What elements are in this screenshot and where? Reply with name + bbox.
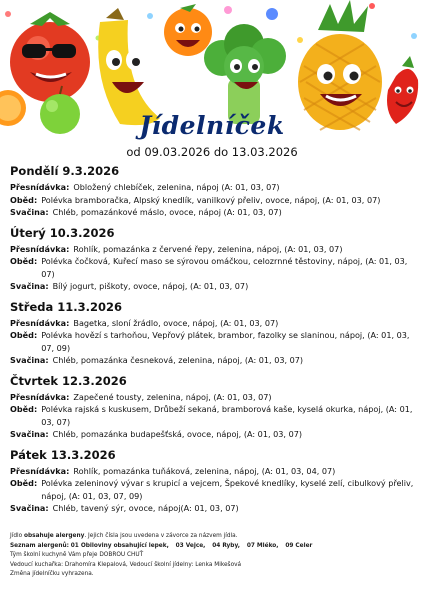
meal-text: Rohlík, pomazánka tuňáková, zelenina, nápoj, (A: 01, 03, 04, 07) [73, 465, 336, 476]
meal-text: Rohlík, pomazánka z červené řepy, zelenina, nápoj, (A: 01, 03, 07) [73, 243, 343, 254]
meal-row [10, 280, 418, 293]
day-title: Pondělí 9.3.2026 [10, 164, 120, 178]
broccoli-icon [204, 24, 286, 124]
day-section [10, 372, 418, 441]
meal-row [10, 206, 418, 219]
meal-label: Oběd: [10, 478, 38, 488]
meal-label: Svačina: [10, 503, 49, 513]
allergen-item: 09 Celer [285, 542, 313, 549]
meal-text: Bagetka, sloní žrádlo, ovoce, nápoj, (A: 01, 03, 07) [73, 317, 279, 328]
meal-row [10, 502, 418, 515]
day-section [10, 446, 418, 515]
meal-text: Polévka čočková, Kuřecí maso se sýrovou omáčkou, celozrnné těstoviny, nápoj, (A: 01, 03, 07) [41, 256, 408, 279]
meal-text: Polévka zeleninový vývar s krupicí a vejcem, Špekové knedlíky, kyselé zelí, cibulkový přeliv, nápoj, (A: 01, 03, 07, 09) [41, 478, 414, 501]
meal-text: Chléb, pomazánka budapešťská, ovoce, nápoj, (A: 01, 03, 07) [52, 429, 303, 439]
weekly-menu [10, 162, 418, 515]
allergen-note-bold: obsahuje alergeny [24, 533, 85, 539]
meal-row [10, 465, 418, 478]
allergen-note [10, 532, 418, 542]
day-title: Čtvrtek 12.3.2026 [10, 373, 127, 388]
allergen-list [10, 542, 418, 552]
banana-icon [98, 8, 160, 125]
meal-label: Přesnídávka: [10, 391, 70, 402]
meal-label: Svačina: [10, 429, 49, 439]
meal-row [10, 194, 418, 207]
meal-label: Svačina: [10, 207, 49, 217]
meal-label: Svačina: [10, 355, 49, 365]
tomato-icon [10, 12, 90, 102]
meal-row [10, 243, 418, 256]
page-title: Jídelníček [139, 111, 285, 140]
allergen-item: 01 Obiloviny obsahující lepek, [70, 542, 169, 549]
day-section [10, 224, 418, 293]
disclaimer-text: Změna jídelníčku vyhrazena. [10, 571, 94, 578]
meal-row [10, 477, 418, 502]
meal-text: Chléb, pomazánkové máslo, ovoce, nápoj (A: 01, 03, 07) [52, 207, 282, 217]
meal-row [10, 354, 418, 367]
day-title: Středa 11.3.2026 [10, 299, 122, 314]
allergen-list-label: Seznam alergenů: [10, 542, 69, 549]
allergen-note-suffix: . Jejich čísla jsou uvedena v závorce za názvem jídla. [84, 533, 238, 539]
meal-label: Oběd: [10, 256, 38, 266]
wish-text: Tým školní kuchyně Vám přeje DOBROU CHUŤ [10, 552, 144, 559]
staff-text: Vedoucí kuchařka: Drahomíra Klepalová, Vedoucí školní jídelny: Lenka Mikešová [10, 561, 242, 568]
allergen-note-prefix: Jídlo [10, 533, 24, 539]
meal-label: Přesnídávka: [10, 182, 70, 192]
meal-label: Oběd: [10, 194, 38, 205]
meal-label: Svačina: [10, 281, 49, 291]
allergen-item: 07 Mléko, [246, 542, 279, 549]
allergen-item: 04 Ryby, [212, 542, 240, 549]
meal-text: Polévka hovězí s tarhoňou, Vepřový plátek, brambor, fazolky se slaninou, nápoj, (A: 01, 03, 07, 09) [41, 330, 410, 353]
meal-text: Chléb, pomazánka česneková, zelenina, nápoj, (A: 01, 03, 07) [52, 355, 304, 365]
meal-row [10, 428, 418, 441]
day-title: Pátek 13.3.2026 [10, 447, 116, 462]
meal-row [10, 255, 418, 280]
meal-text: Obložený chlebíček, zelenina, nápoj (A: 01, 03, 07) [73, 182, 280, 192]
meal-label: Přesnídávka: [10, 243, 70, 254]
date-range: od 09.03.2026 do 13.03.2026 [126, 145, 298, 159]
meal-text: Polévka rajská s kuskusem, Drůbeží sekaná, bramborová kaše, kyselá okurka, nápoj, (A: 01, 03, 07) [41, 404, 413, 427]
allergen-item: 03 Vejce, [175, 542, 206, 549]
meal-label: Přesnídávka: [10, 465, 70, 476]
orange-icon [164, 4, 212, 56]
meal-row [10, 403, 418, 428]
meal-label: Přesnídávka: [10, 317, 70, 328]
day-title: Úterý 10.3.2026 [10, 225, 115, 240]
meal-text: Chléb, tavený sýr, ovoce, nápoj(A: 01, 03, 07) [52, 503, 239, 513]
footer [10, 532, 418, 580]
meal-text: Zapečené tousty, zelenina, nápoj, (A: 01, 03, 07) [73, 391, 272, 402]
meal-row [10, 181, 418, 194]
meal-row [10, 391, 418, 404]
meal-label: Oběd: [10, 330, 38, 340]
meal-text: Bílý jogurt, piškoty, ovoce, nápoj, (A: 01, 03, 07) [52, 281, 249, 291]
meal-label: Oběd: [10, 404, 38, 414]
meal-row [10, 317, 418, 330]
day-section [10, 162, 418, 219]
meal-text: Polévka bramboračka, Alpský knedlík, vanilkový přeliv, ovoce, nápoj, (A: 01, 03, 07) [41, 194, 381, 205]
meal-row [10, 329, 418, 354]
day-section [10, 298, 418, 367]
